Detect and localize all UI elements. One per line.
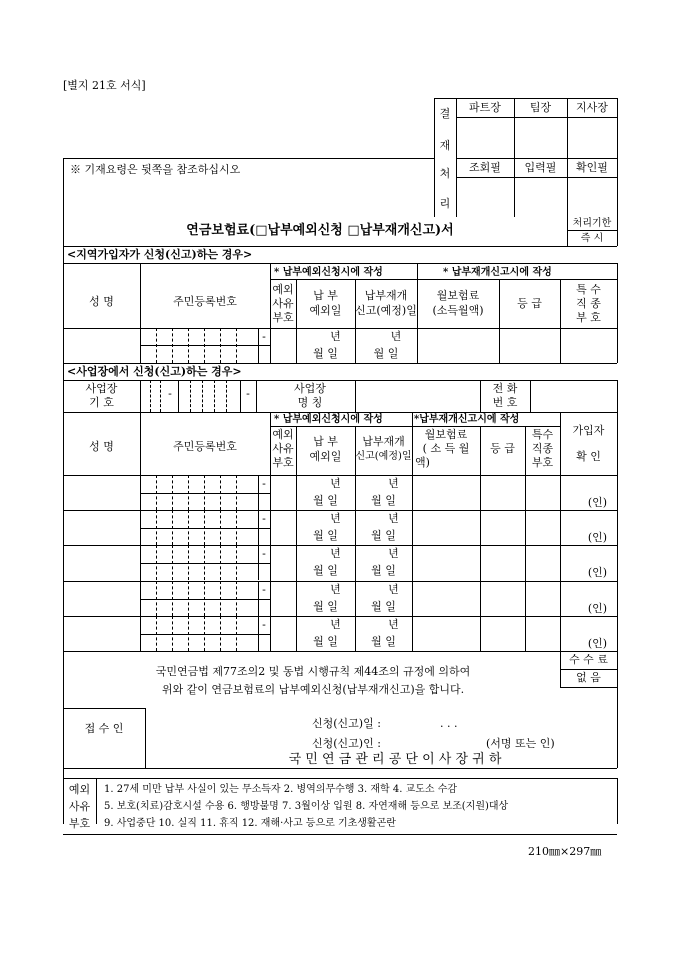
- apply-date-value: . . .: [440, 717, 458, 730]
- year-label: 년: [388, 547, 399, 560]
- applicant-label: 신청(신고)인 :: [312, 737, 381, 750]
- workplace-name-label: 명 칭: [297, 396, 323, 409]
- section2-col-confirm: 가입자: [572, 424, 605, 437]
- processing-deadline-label: 처리기한: [572, 218, 612, 229]
- section1-col-resume-date: 신고(예정)일: [355, 304, 417, 317]
- seal-mark: (인): [587, 566, 608, 579]
- year-label: 년: [388, 477, 399, 490]
- form-number: [별지 21호 서식]: [63, 79, 146, 92]
- month-day-label: 월 일: [371, 564, 396, 577]
- section2-col-special: 직종: [531, 442, 554, 455]
- month-day-label: 월 일: [371, 494, 396, 507]
- reason-codes-label: 부호: [68, 817, 91, 830]
- approval-branch-head: 지사장: [576, 101, 608, 114]
- reason-codes-label: 예외: [68, 783, 91, 796]
- year-label: 년: [390, 330, 402, 343]
- section1-col-reason: 사유: [272, 297, 294, 310]
- approval-side-char: 결: [439, 107, 451, 120]
- code-separator: -: [168, 387, 172, 400]
- seal-mark: (인): [587, 602, 608, 615]
- declaration-line2: 위와 같이 연금보험료의 납부예외신청(납부재개신고)을 합니다.: [161, 683, 465, 696]
- filing-note: ※ 기재요령은 뒷쪽을 참조하십시오: [70, 163, 241, 176]
- month-day-label: 월 일: [313, 529, 338, 542]
- seal-mark: (인): [587, 531, 608, 544]
- workplace-name-label: 사업장: [294, 382, 326, 395]
- code-separator: -: [246, 387, 250, 400]
- approval-checked: 조회필: [469, 161, 501, 174]
- year-label: 년: [330, 512, 341, 525]
- approval-team-part: 파트장: [469, 101, 501, 114]
- receiver-label: 접 수 인: [84, 722, 124, 735]
- approval-side-char: 처: [439, 167, 451, 180]
- month-day-label: 월 일: [371, 529, 396, 542]
- rrn-separator: -: [262, 330, 266, 343]
- section1-heading: <지역가입자가 신청(신고)하는 경우>: [67, 248, 253, 261]
- rrn-separator: -: [262, 477, 266, 490]
- section2-col-income: 월보험료: [424, 428, 468, 441]
- declaration-line1: 국민연금법 제77조의2 및 동법 시행규칙 제44조의 규정에 의하여: [155, 665, 471, 678]
- section1-col-reason: 예외: [272, 283, 294, 296]
- month-day-label: 월 일: [313, 494, 338, 507]
- phone-label: 전 화: [492, 382, 518, 395]
- reason-codes-line: 9. 사업중단 10. 실직 11. 휴직 12. 재해·사고 등으로 기초생활곤란: [104, 818, 396, 829]
- section1-col-resume-date: 납부재개: [364, 289, 408, 302]
- section2-col-exception-date: 예외일: [309, 450, 342, 463]
- section2-col-resume-date: 신고(예정)일: [355, 451, 412, 462]
- rrn-separator: -: [262, 512, 266, 525]
- reason-codes-line: 5. 보호(치료)감호시설 수용 6. 행방불명 7. 3월이상 입원 8. 자연재해 등으로 보조(지원)대상: [104, 801, 509, 812]
- month-day-label: 월 일: [371, 635, 396, 648]
- month-day-label: 월 일: [371, 600, 396, 613]
- section2-col-income: 액): [415, 456, 430, 469]
- signature-hint: (서명 또는 인): [486, 737, 555, 750]
- approval-entered: 입력필: [524, 161, 557, 174]
- section2-col-special: 특수: [531, 428, 554, 441]
- year-label: 년: [330, 583, 341, 596]
- section2-col-special: 부호: [531, 456, 554, 469]
- reason-codes-label: 사유: [68, 800, 91, 813]
- addressee: 국 민 연 금 관 리 공 단 이 사 장 귀 하: [288, 752, 502, 767]
- year-label: 년: [388, 618, 399, 631]
- section1-col-income: (소득월액): [432, 304, 484, 317]
- section2-heading: <사업장에서 신청(신고)하는 경우>: [67, 365, 242, 378]
- section2-col-reason: 부호: [272, 456, 294, 469]
- year-label: 년: [330, 618, 341, 631]
- section1-col-special: 직 종: [576, 297, 601, 310]
- apply-date-label: 신청(신고)일 :: [312, 717, 381, 730]
- section2-col-confirm: 확 인: [576, 450, 601, 463]
- section1-col-reason: 부호: [272, 311, 294, 324]
- section2-col-rrn: 주민등록번호: [173, 440, 237, 453]
- fee-label: 수 수 료: [569, 653, 608, 666]
- section2-group-resume: *납부재개신고시에 작성: [414, 414, 520, 425]
- rrn-separator: -: [262, 547, 266, 560]
- section1-col-grade: 등 급: [517, 297, 542, 310]
- section2-col-exception-date: 납 부: [313, 435, 338, 448]
- section1-group-resume: * 납부재개신고시에 작성: [443, 267, 552, 278]
- fee-value: 없 음: [576, 671, 601, 684]
- section1-group-exception: * 납부예외신청시에 작성: [274, 267, 383, 278]
- seal-mark: (인): [587, 496, 608, 509]
- month-day-label: 월 일: [373, 347, 399, 360]
- workplace-code-label: 기 호: [89, 396, 114, 409]
- paper-size: 210㎜×297㎜: [528, 845, 602, 858]
- section2-col-grade: 등 급: [490, 442, 515, 455]
- processing-deadline-value: 즉 시: [580, 233, 604, 244]
- approval-side-char: 리: [439, 197, 451, 210]
- section1-col-special: 부 호: [576, 311, 601, 324]
- month-day-label: 월 일: [313, 635, 338, 648]
- approval-side-char: 재: [439, 139, 451, 152]
- section1-col-exception-date: 예외일: [309, 304, 342, 317]
- year-label: 년: [330, 547, 341, 560]
- form-title: 연금보험료(□납부예외신청 □납부재개신고)서: [186, 223, 454, 238]
- year-label: 년: [388, 512, 399, 525]
- month-day-label: 월 일: [313, 600, 338, 613]
- section2-col-name: 성 명: [89, 440, 114, 453]
- section1-col-income: 월보험료: [436, 289, 480, 302]
- seal-mark: (인): [587, 637, 608, 650]
- approval-team-lead: 팀장: [529, 101, 552, 114]
- rrn-separator: -: [262, 618, 266, 631]
- workplace-code-label: 사업장: [85, 382, 118, 395]
- section2-col-reason: 예외: [272, 428, 294, 441]
- section1-col-name: 성 명: [89, 295, 114, 308]
- section1-col-rrn: 주민등록번호: [173, 295, 237, 308]
- section2-col-income: ( 소 득 월: [422, 442, 470, 455]
- year-label: 년: [388, 583, 399, 596]
- section2-col-resume-date: 납부재개: [362, 435, 405, 448]
- approval-confirmed: 확인필: [576, 161, 608, 174]
- section1-col-special: 특 수: [576, 283, 601, 296]
- year-label: 년: [330, 330, 341, 343]
- month-day-label: 월 일: [313, 347, 338, 360]
- month-day-label: 월 일: [313, 564, 338, 577]
- rrn-separator: -: [262, 583, 266, 596]
- year-label: 년: [330, 477, 341, 490]
- section2-group-exception: * 납부예외신청시에 작성: [274, 414, 383, 425]
- reason-codes-line: 1. 27세 미만 납부 사실이 있는 무소득자 2. 병역의무수행 3. 재학 4. 교도소 수감: [104, 784, 458, 795]
- section1-col-exception-date: 납 부: [313, 289, 338, 302]
- section2-col-reason: 사유: [272, 442, 294, 455]
- phone-label: 번 호: [492, 396, 518, 409]
